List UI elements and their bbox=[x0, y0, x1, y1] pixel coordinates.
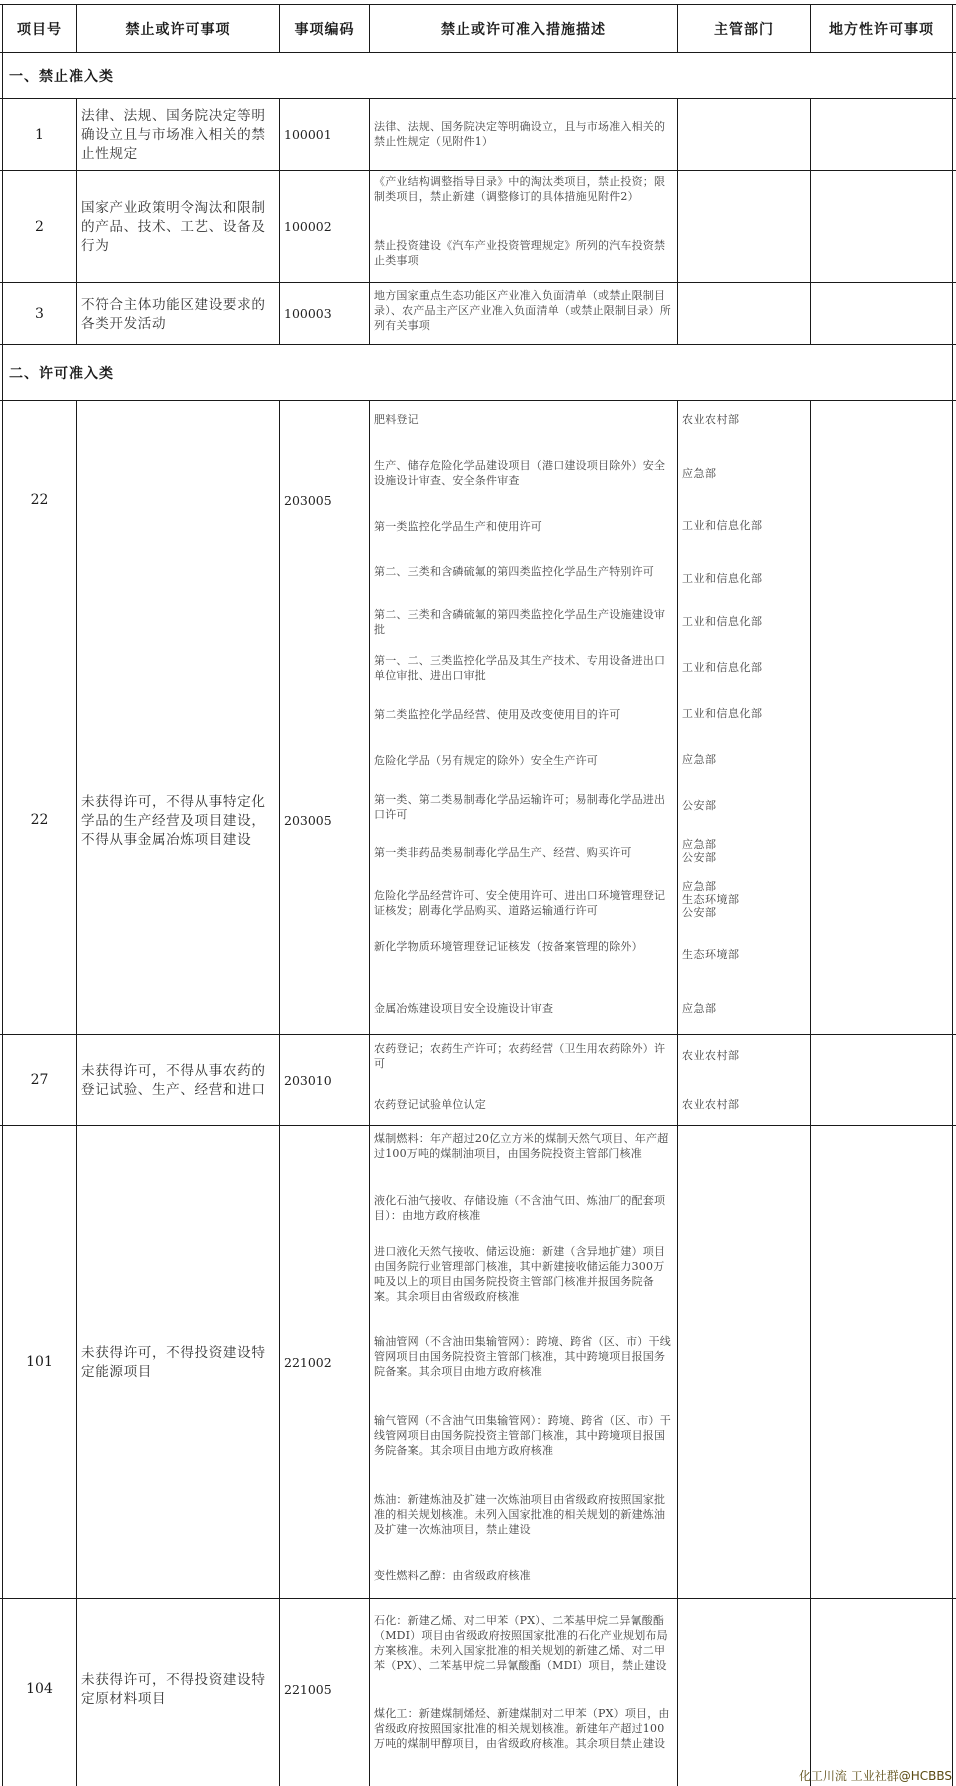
section-title-prohibited: 一、禁止准入类 bbox=[9, 68, 114, 85]
row-code: 100001 bbox=[284, 127, 332, 142]
row-number: 2 bbox=[35, 218, 44, 235]
permit-description: 危险化学品经营许可、安全使用许可、进出口环境管理登记证核发；剧毒化学品购买、道路运输通行许可 bbox=[374, 889, 666, 917]
permit-department: 农业农村部 bbox=[682, 1098, 740, 1111]
row-matter: 未获得许可，不得投资建设特定能源项目 bbox=[81, 1345, 266, 1380]
row-number: 101 bbox=[26, 1354, 53, 1370]
permit-description: 输气管网（不含油气田集输管网）：跨境、跨省（区、市）干线管网项目由国务院投资主管部门核准，其中跨境项目报国务院备案。其余项目由地方政府核准 bbox=[374, 1414, 671, 1457]
col-rule bbox=[677, 98, 678, 344]
row-number: 22 bbox=[30, 492, 49, 508]
row-matter: 未获得许可，不得投资建设特定原材料项目 bbox=[81, 1672, 266, 1707]
row-matter: 未获得许可，不得从事农药的登记试验、生产、经营和进口 bbox=[81, 1063, 266, 1098]
row-description: 《产业结构调整指导目录》中的淘汰类项目，禁止投资；限制类项目，禁止新建（调整修订的具体措施见附件2） bbox=[374, 175, 666, 203]
header-department: 主管部门 bbox=[714, 21, 774, 38]
permit-description: 第一、二、三类监控化学品及其生产技术、专用设备进出口单位审批、进出口审批 bbox=[374, 654, 666, 682]
permit-department: 应急部 生态环境部 公安部 bbox=[682, 880, 740, 919]
permit-department: 工业和信息化部 bbox=[682, 615, 763, 628]
permit-description: 变性燃料乙醇：由省级政府核准 bbox=[374, 1569, 531, 1582]
row-number: 3 bbox=[35, 305, 44, 322]
permit-description: 第一类非药品类易制毒化学品生产、经营、购买许可 bbox=[374, 846, 632, 859]
row-description: 地方国家重点生态功能区产业准入负面清单（或禁止限制目录）、农产品主产区产业准入负面清单（或禁止限制目录）所列有关事项 bbox=[374, 289, 671, 332]
row-number: 27 bbox=[30, 1072, 49, 1088]
permit-description: 液化石油气接收、存储设施（不含油气田、炼油厂的配套项目）：由地方政府核准 bbox=[374, 1194, 666, 1222]
row-number: 104 bbox=[26, 1681, 53, 1697]
permit-description: 农药登记；农药生产许可；农药经营（卫生用农药除外）许可 bbox=[374, 1042, 666, 1070]
header-local-permit: 地方性许可事项 bbox=[829, 21, 934, 38]
permit-department: 工业和信息化部 bbox=[682, 707, 763, 720]
permit-description: 进口液化天然气接收、储运设施：新建（含异地扩建）项目由国务院行业管理部门核准，其中新建接收储运能力300万吨及以上的项目由国务院投资主管部门核准并报国务院备案。其余项目由省级政府核准 bbox=[374, 1245, 666, 1303]
permit-department: 农业农村部 bbox=[682, 1049, 740, 1062]
col-rule bbox=[810, 400, 811, 1786]
row-number: 22 bbox=[30, 812, 49, 828]
header-code: 事项编码 bbox=[294, 21, 355, 38]
permit-description: 第一类、第二类易制毒化学品运输许可；易制毒化学品进出口许可 bbox=[374, 793, 666, 821]
col-rule bbox=[677, 400, 678, 1786]
row-code: 221002 bbox=[284, 1354, 332, 1370]
row-code: 100002 bbox=[284, 219, 332, 234]
permit-department: 生态环境部 bbox=[682, 948, 740, 961]
section-title-permitted: 二、许可准入类 bbox=[9, 365, 114, 382]
permit-description: 农药登记试验单位认定 bbox=[374, 1098, 486, 1111]
permit-department: 工业和信息化部 bbox=[682, 572, 763, 585]
row-matter: 不符合主体功能区建设要求的各类开发活动 bbox=[81, 296, 266, 332]
permit-description: 生产、储存危险化学品建设项目（港口建设项目除外）安全设施设计审查、安全条件审查 bbox=[374, 459, 666, 487]
header-description: 禁止或许可准入措施描述 bbox=[441, 21, 606, 38]
permit-department: 农业农村部 bbox=[682, 413, 740, 426]
permit-description: 煤化工：新建煤制烯烃、新建煤制对二甲苯（PX）项目，由省级政府按照国家批准的相关规划核准。新建年产超过100万吨的煤制甲醇项目，由省级政府核准。其余项目禁止建设 bbox=[374, 1707, 670, 1750]
permit-description: 第二、三类和含磷硫氟的第四类监控化学品生产特别许可 bbox=[374, 565, 654, 578]
row-code: 100003 bbox=[284, 306, 332, 321]
permit-description: 肥料登记 bbox=[374, 413, 419, 426]
permit-department: 应急部 bbox=[682, 753, 717, 766]
permit-description: 金属冶炼建设项目安全设施设计审查 bbox=[374, 1002, 554, 1015]
permit-department: 公安部 bbox=[682, 799, 717, 812]
header-matter: 禁止或许可事项 bbox=[125, 21, 231, 38]
permit-description: 第二类监控化学品经营、使用及改变使用目的许可 bbox=[374, 708, 621, 721]
permit-description: 新化学物质环境管理登记证核发（按备案管理的除外） bbox=[374, 940, 643, 953]
permit-description: 危险化学品（另有规定的除外）安全生产许可 bbox=[374, 754, 598, 767]
row-description: 法律、法规、国务院决定等明确设立，且与市场准入相关的禁止性规定（见附件1） bbox=[374, 120, 666, 148]
row-matter: 法律、法规、国务院决定等明确设立且与市场准入相关的禁止性规定 bbox=[81, 108, 266, 162]
col-rule bbox=[810, 98, 811, 344]
permit-department: 工业和信息化部 bbox=[682, 519, 763, 532]
row-code: 203010 bbox=[284, 1072, 332, 1088]
permit-department: 应急部 公安部 bbox=[682, 838, 717, 864]
permit-description: 第一类监控化学品生产和使用许可 bbox=[374, 520, 542, 533]
row-code: 203005 bbox=[284, 492, 332, 508]
row-matter: 未获得许可，不得从事特定化学品的生产经营及项目建设，不得从事金属冶炼项目建设 bbox=[81, 793, 266, 848]
permit-description: 石化：新建乙烯、对二甲苯（PX）、二苯基甲烷二异氰酸酯（MDI）项目由省级政府按照国家批准的石化产业规划布局方案核准。未列入国家批准的相关规划的新建乙烯、对二甲苯（PX）、二苯基甲烷二异氰酸酯（MDI）项目，禁止建设 bbox=[374, 1614, 668, 1672]
permit-department: 应急部 bbox=[682, 467, 717, 480]
header-item-no: 项目号 bbox=[17, 21, 62, 38]
row-number: 1 bbox=[35, 126, 44, 143]
table-border bbox=[952, 4, 953, 1786]
row-description: 禁止投资建设《汽车产业投资管理规定》所列的汽车投资禁止类事项 bbox=[374, 239, 666, 267]
row-code: 221005 bbox=[284, 1681, 332, 1697]
row-matter: 国家产业政策明令淘汰和限制的产品、技术、工艺、设备及行为 bbox=[81, 200, 266, 254]
table-rule bbox=[0, 400, 956, 401]
permit-department: 应急部 bbox=[682, 1002, 717, 1015]
row-code: 203005 bbox=[284, 812, 332, 828]
watermark-text: 化工川流 工业社群@HCBBS bbox=[798, 1769, 952, 1783]
permit-description: 输油管网（不含油田集输管网）：跨境、跨省（区、市）干线管网项目由国务院投资主管部门核准，其中跨境项目报国务院备案。其余项目由地方政府核准 bbox=[374, 1335, 671, 1378]
permit-description: 炼油：新建炼油及扩建一次炼油项目由省级政府按照国家批准的相关规划核准。未列入国家批准的相关规划的新建炼油及扩建一次炼油项目，禁止建设 bbox=[374, 1493, 666, 1536]
permit-description: 煤制燃料：年产超过20亿立方米的煤制天然气项目、年产超过100万吨的煤制油项目，由国务院投资主管部门核准 bbox=[374, 1132, 669, 1160]
permit-department: 工业和信息化部 bbox=[682, 661, 763, 674]
permit-description: 第二、三类和含磷硫氟的第四类监控化学品生产设施建设审批 bbox=[374, 608, 666, 636]
